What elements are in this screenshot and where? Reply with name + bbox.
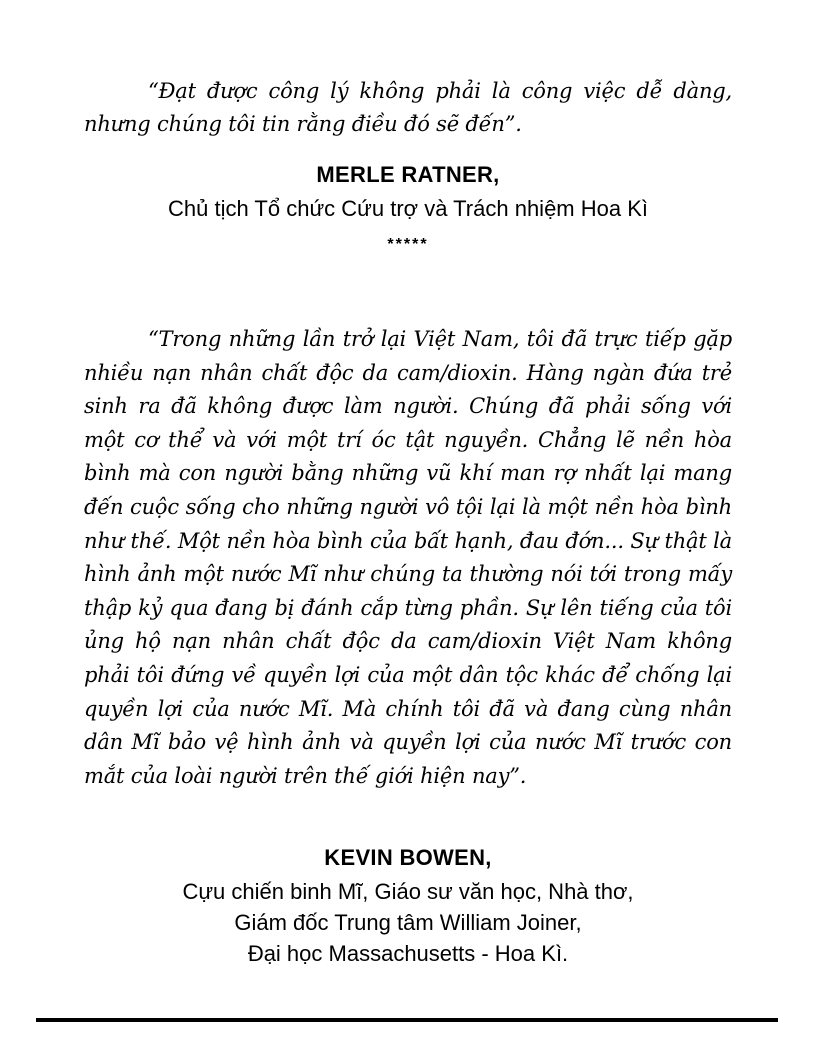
- author-name: KEVIN BOWEN,: [324, 845, 492, 870]
- attribution-merle-ratner: [0, 162, 816, 224]
- attribution-kevin-bowen: [0, 845, 816, 969]
- author-role: Chủ tịch Tổ chức Cứu trợ và Trách nhiệm Hoa Kì: [168, 196, 648, 221]
- author-role-line: Đại học Massachusetts - Hoa Kì.: [247, 941, 569, 966]
- author-name: MERLE RATNER,: [316, 162, 500, 187]
- section-separator: *****: [387, 236, 429, 253]
- footer-rule: [36, 1018, 778, 1022]
- quote-kevin-bowen: “Trong những lần trở lại Việt Nam, tôi đã trực tiếp gặp nhiều nạn nhân chất độc da cam/dioxin. Hàng ngàn đứa trẻ sinh ra đã không được làm người. Chúng đã phải sống với một cơ thể và với một trí óc tật nguyền. Chẳng lẽ nền hòa bình mà con người bằng những vũ khí man rợ nhất lại mang đến cuộc sống cho những người vô tội lại là một nền hòa bình như thế. Một nền hòa bình của bất hạnh, đau đớn... Sự thật là hình ảnh một nước Mĩ như chúng ta thường nói tới trong mấy thập kỷ qua đang bị đánh cắp từng phần. Sự lên tiếng của tôi ủng hộ nạn nhân chất độc da cam/dioxin Việt Nam không phải tôi đứng về quyền lợi của một dân tộc khác để chống lại quyền lợi của nước Mĩ. Mà chính tôi đã và đang cùng nhân dân Mĩ bảo vệ hình ảnh và quyền lợi của nước Mĩ trước con mắt của loài người trên thế giới hiện nay”.: [84, 327, 732, 788]
- quote-merle-ratner: “Đạt được công lý không phải là công việc dễ dàng, nhưng chúng tôi tin rằng điều đó sẽ đến”.: [84, 79, 732, 136]
- author-role-line: Giám đốc Trung tâm William Joiner,: [234, 910, 582, 935]
- author-role-line: Cựu chiến binh Mĩ, Giáo sư văn học, Nhà thơ,: [182, 879, 634, 904]
